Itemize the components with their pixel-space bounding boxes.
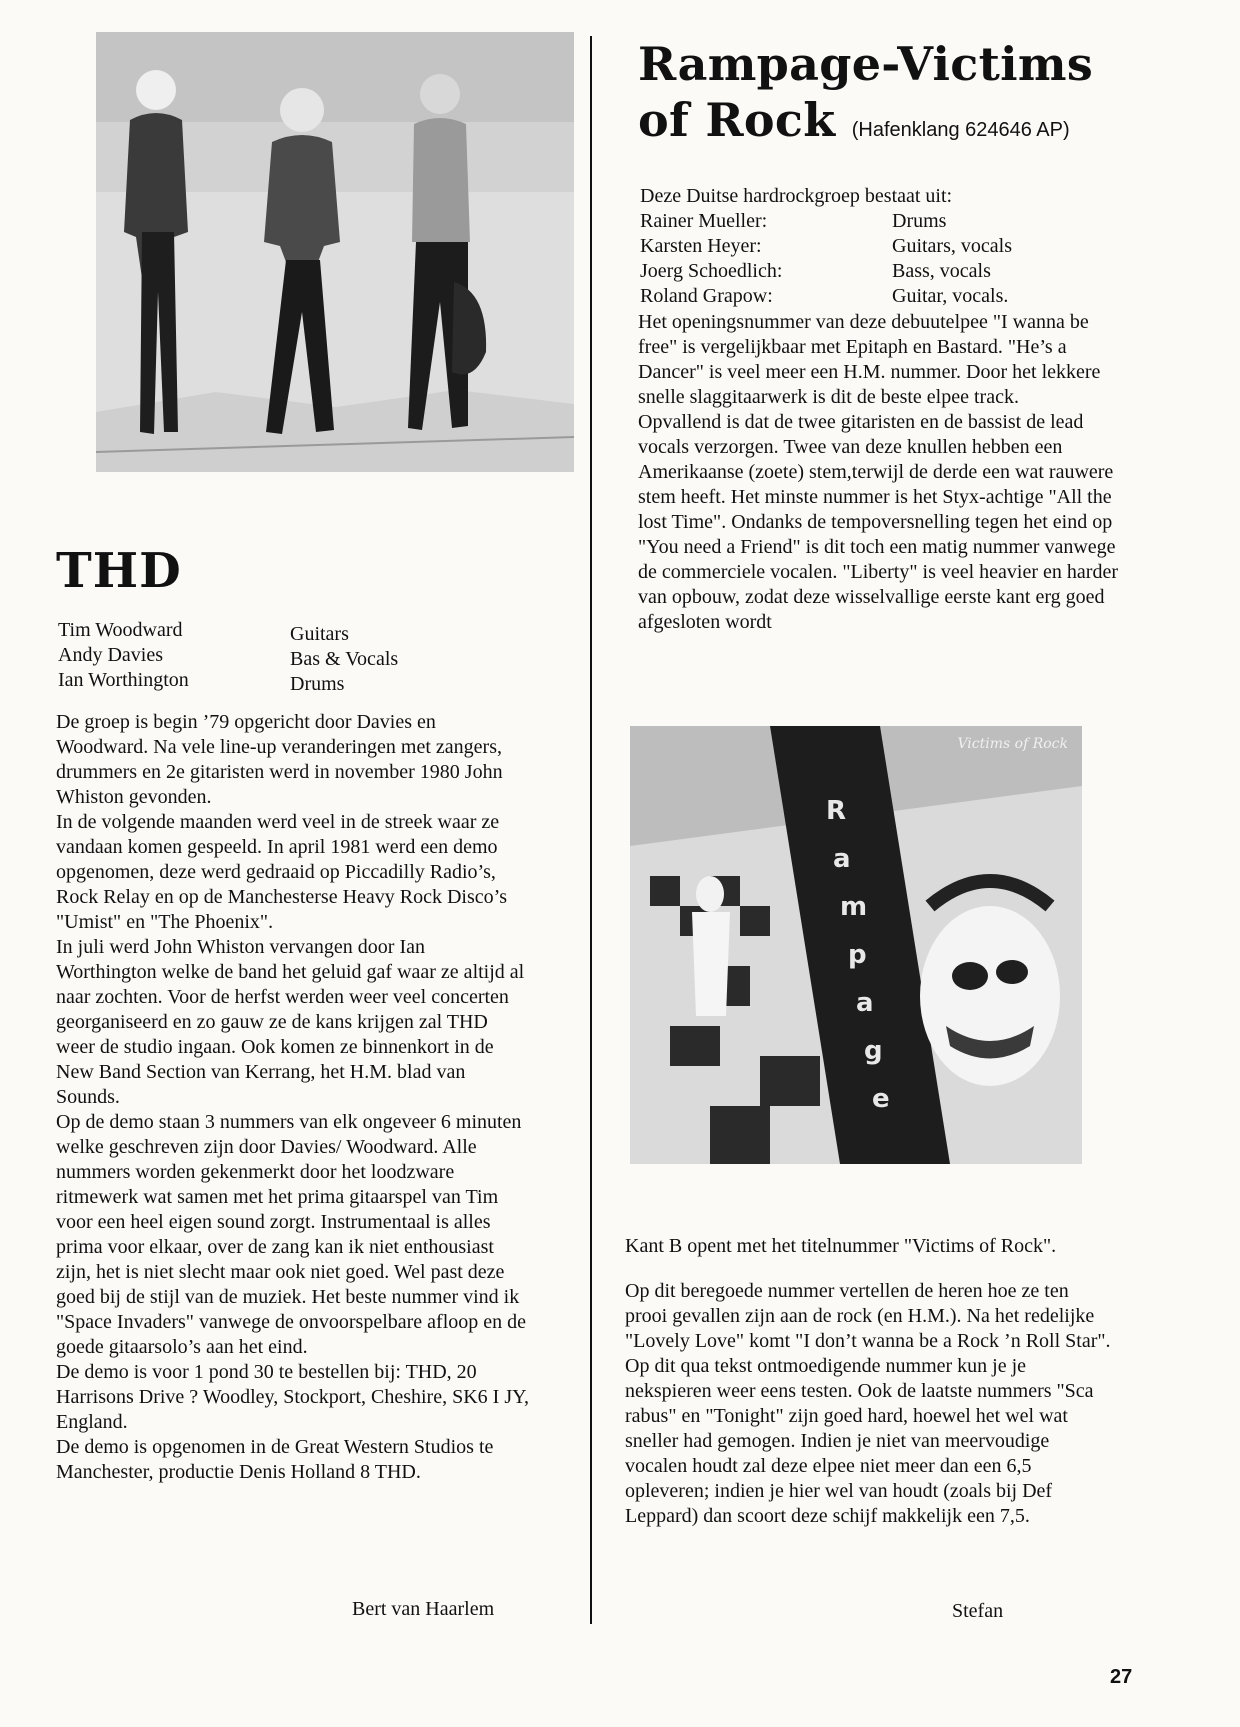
lineup-row — [58, 618, 398, 643]
thd-article-body — [56, 710, 530, 1485]
cover-letter-a: a — [833, 844, 851, 874]
lineup-row — [58, 643, 398, 668]
member-role: Drums — [892, 210, 947, 232]
member-name: Rainer Mueller: — [640, 210, 768, 232]
cover-letter-a2: a — [856, 988, 874, 1018]
member-role: Guitars, vocals — [892, 235, 1012, 257]
page-number: 27 — [1110, 1666, 1133, 1688]
release-catalog: (Hafenklang 624646 AP) — [851, 119, 1070, 141]
lineup-row — [640, 259, 1012, 284]
author-signature-right: Stefan — [952, 1600, 1004, 1622]
member-name: Andy Davies — [58, 644, 163, 666]
member-role: Bass, vocals — [892, 260, 991, 282]
lineup-row — [640, 284, 1012, 309]
paragraph: Het openingsnummer van deze debuutelpee "I wanna be free" is vergelijkbaar met Epitaph en Bastard. "He’s a Dancer" is veel meer een H.M. nummer. Door het lekkere snelle slaggitaarwerk is dit de beste elpee track. — [638, 311, 1101, 408]
thd-heading: THD — [56, 543, 182, 599]
band-photo — [96, 32, 574, 472]
cover-title: Victims of Rock — [957, 736, 1068, 752]
thd-lineup — [58, 618, 398, 693]
lineup-intro: Deze Duitse hardrockgroep bestaat uit: — [640, 185, 953, 207]
member-role: Guitars — [290, 623, 349, 645]
rampage-article-body-2 — [625, 1214, 1115, 1549]
member-role: Drums — [290, 673, 345, 695]
lineup-row — [640, 209, 1012, 234]
cover-letter-p: p — [848, 940, 867, 970]
paragraph: Op de demo staan 3 nummers van elk ongeveer 6 minuten welke geschreven zijn door Davies/ Woodward. Alle nummers worden gekenmerkt door het loodzware ritmewerk wat samen met het prima gitaarspel van Tim voor een heel eigen sound zorgt. Instrumentaal is alles prima voor elkaar, over de zang kan ik niet enthousiast zijn, het is niet slecht maar ook niet goed. Wel past deze goed bij de stijl van de muziek. Het beste nummer vind ik "Space Invaders" vanwege de onvoorspelbare afloop en de goede gitaarsolo’s aan het eind. — [56, 1111, 527, 1358]
cover-letter-r: R — [826, 796, 847, 826]
lineup-row — [640, 234, 1012, 259]
member-name: Roland Grapow: — [640, 285, 773, 307]
paragraph: In de volgende maanden werd veel in de streek waar ze vandaan komen gespeeld. In april 1981 werd een demo opgenomen, deze werd gedraaid op Piccadilly Radio’s, Rock Relay en op de Manchesterse Heavy Rock Disco’s "Umist" en "The Phoenix". — [56, 811, 507, 933]
member-name: Ian Worthington — [58, 669, 189, 691]
member-role: Guitar, vocals. — [892, 285, 1009, 307]
paragraph: De demo is voor 1 pond 30 te bestellen bij: THD, 20 Harrisons Drive ? Woodley, Stockport, Cheshire, SK6 I JY, England. — [56, 1361, 529, 1433]
member-name: Tim Woodward — [58, 619, 183, 641]
rampage-heading — [638, 36, 1093, 158]
album-cover — [630, 726, 1082, 1164]
paragraph: Kant B opent met het titelnummer "Victims of Rock". — [625, 1235, 1057, 1257]
rampage-article-body — [638, 310, 1132, 635]
cover-letter-e: e — [872, 1084, 890, 1114]
member-role: Bas & Vocals — [290, 648, 399, 670]
paragraph: In juli werd John Whiston vervangen door Ian Worthington welke de band het geluid gaf waar ze altijd al naar zochten. Voor de herfst werden weer veel concerten georganiseerd en zo gauw ze de kans krijgen zal THD weer de studio ingaan. Ook komen ze binnenkort in de New Band Section van Kerrang, het H.M. blad van Sounds. — [56, 936, 525, 1108]
author-signature: Bert van Haarlem — [352, 1598, 495, 1620]
column-divider — [590, 36, 592, 1624]
paragraph: De groep is begin ’79 opgericht door Davies en Woodward. Na vele line-up veranderingen met zangers, drummers en 2e gitaristen werd in november 1980 John Whiston gevonden. — [56, 711, 503, 808]
rampage-lineup — [640, 184, 1012, 309]
cover-letter-g: g — [864, 1036, 883, 1066]
heading-line-2 — [638, 92, 1093, 158]
paragraph: Op dit beregoede nummer vertellen de heren hoe ze ten prooi gevallen zijn aan de rock (en H.M.). Na het redelijke "Lovely Love" komt "I don’t wanna be a Rock ’n Roll Star". Op dit qua tekst ontmoedigende nummer kun je je nekspieren weer eens testen. Ook de laatste nummers "Sca rabus" en "Tonight" zijn goed hard, hoewel het wel wat sneller had gemogen. Indien je niet van meervoudige vocalen houdt zal deze elpee niet meer dan een 6,5 opleveren; indien je hier wel van houdt (zoals bij Def Leppard) dan scoort deze schijf makkelijk een 7,5. — [625, 1280, 1111, 1527]
cover-letter-m: m — [840, 892, 868, 922]
member-name: Karsten Heyer: — [640, 235, 762, 257]
paragraph: De demo is opgenomen in de Great Western Studios te Manchester, productie Denis Holland 8 THD. — [56, 1436, 494, 1483]
heading-line-text: of Rock — [638, 93, 836, 147]
member-name: Joerg Schoedlich: — [640, 260, 783, 282]
paragraph: Opvallend is dat de twee gitaristen en de bassist de lead vocals verzorgen. Twee van deze knullen hebben een Amerikaanse (zoete) stem,terwijl de derde een wat rauwere stem heeft. Het minste nummer is het Styx-achtige "All the lost Time". Ondanks de tempoversnelling tegen het eind op "You need a Friend" is dit toch een matig nummer vanwege de commerciele vocalen. "Liberty" is veel heavier en harder van opbouw, zodat deze wisselvallige eerste kant erg goed afgesloten wordt — [638, 411, 1118, 633]
heading-line: Rampage-Victims — [638, 37, 1094, 91]
